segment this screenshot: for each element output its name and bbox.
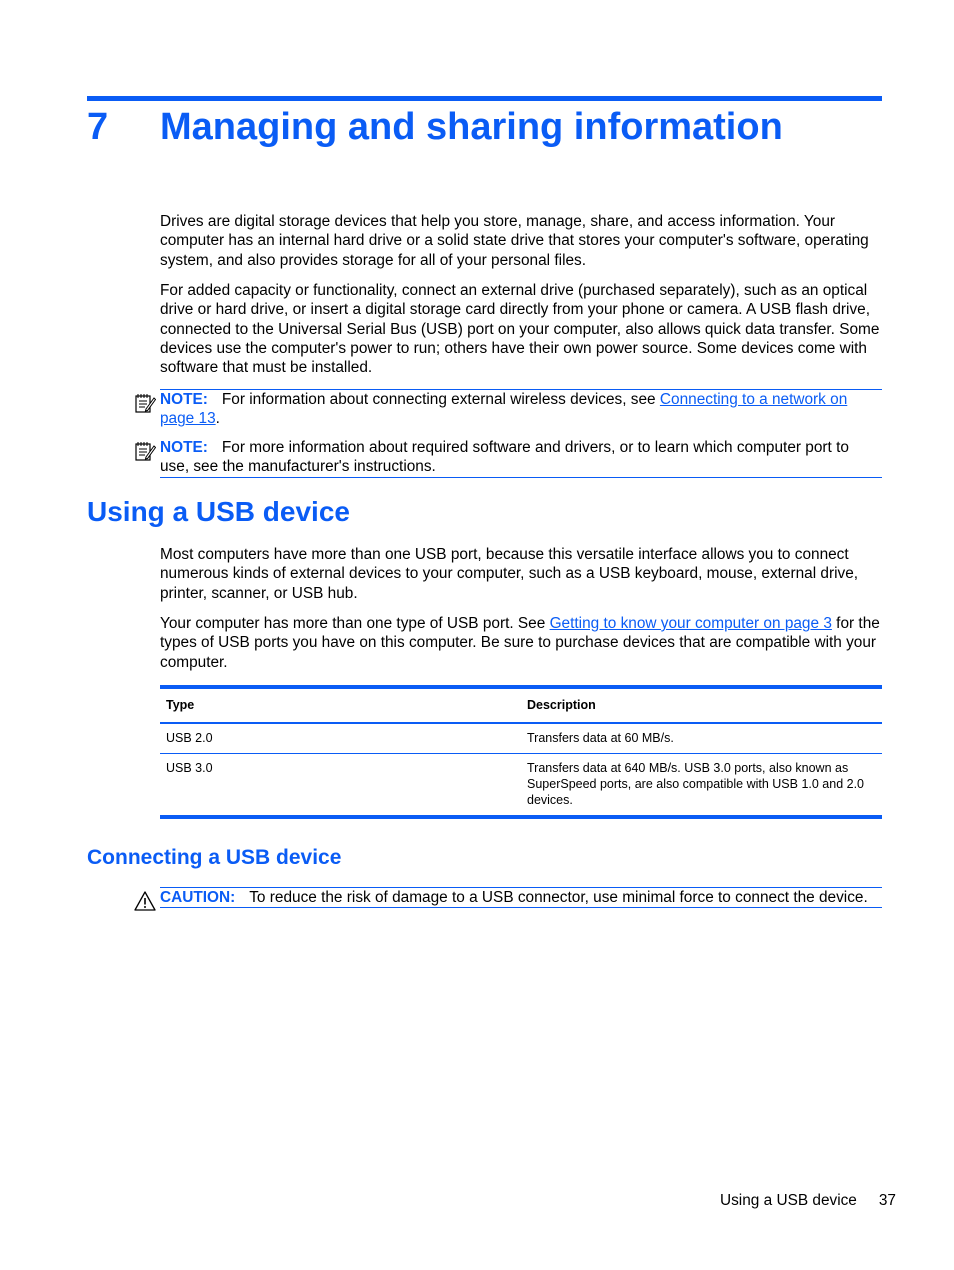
note-software [160,438,882,478]
note-text: For more information about required software and drivers, or to learn which computer port to use, see the manufacturer's instructions. [160,439,849,476]
intro-paragraph-1: Drives are digital storage devices that help you store, manage, share, and access information. Your computer has an internal hard drive or a solid state drive that stores your computer's software, operating system, and also provides storage for all of your personal files. [160,213,869,269]
usb-paragraph-2-text-end: for the types of USB ports you have on this computer. Be sure to purchase devices that are compatible with your computer. [160,615,880,671]
table-header-description: Description [527,698,596,712]
note-label: NOTE: [160,439,208,456]
table-cell-type: USB 2.0 [166,731,213,745]
table-cell-type: USB 3.0 [166,761,213,775]
warning-triangle-icon [134,890,156,912]
table-cell-description: Transfers data at 640 MB/s. USB 3.0 ports, also known as SuperSpeed ports, are also compatible with USB 1.0 and 2.0 devices. [527,761,865,807]
link-connecting-to-network[interactable]: Connecting to a network on page 13 [160,391,848,428]
note-icon [134,392,156,414]
table-cell-description: Transfers data at 60 MB/s. [527,731,674,745]
heading-connecting-usb-device: Connecting a USB device [87,846,342,869]
chapter-number: 7 [87,106,109,148]
usb-paragraph-2-text: Your computer has more than one type of USB port. See [160,615,550,632]
intro-paragraph-2: For added capacity or functionality, connect an external drive (purchased separately), such as an optical drive or hard drive, or insert a digital storage card directly from your phone or camera. A USB flash drive, connected to the Universal Serial Bus (USB) port on your computer, also allows quick data transfer. Some devices use the computer's power to run; others have their own power source. Some devices come with software that must be installed. [160,282,880,377]
usb-paragraph-1: Most computers have more than one USB port, because this versatile interface allows you to connect numerous kinds of external devices to your computer, such as a USB keyboard, mouse, external drive, printer, scanner, or USB hub. [160,546,859,602]
chapter-rule [87,96,882,101]
usb-paragraph-2 [160,614,882,672]
table-header-type: Type [166,698,195,712]
chapter-title: Managing and sharing information [160,106,783,148]
footer-page-number: 37 [878,1192,896,1209]
note-label: NOTE: [160,391,208,408]
caution-label: CAUTION: [160,889,236,906]
caution-text: To reduce the risk of damage to a USB connector, use minimal force to connect the device. [249,889,868,906]
table-row [160,723,882,754]
link-getting-to-know-computer[interactable]: Getting to know your computer on page 3 [549,615,832,632]
heading-using-usb-device: Using a USB device [87,496,350,527]
table-header-row [160,687,882,723]
note-text: For information about connecting external wireless devices, see [221,391,660,408]
note-wireless [160,389,882,429]
usb-type-table [160,685,882,819]
caution-usb-connector [160,887,882,908]
page-footer [600,1192,896,1210]
table-row [160,754,882,818]
footer-section-title: Using a USB device [720,1192,857,1209]
note-text-end: . [215,410,220,428]
note-icon [134,440,156,462]
